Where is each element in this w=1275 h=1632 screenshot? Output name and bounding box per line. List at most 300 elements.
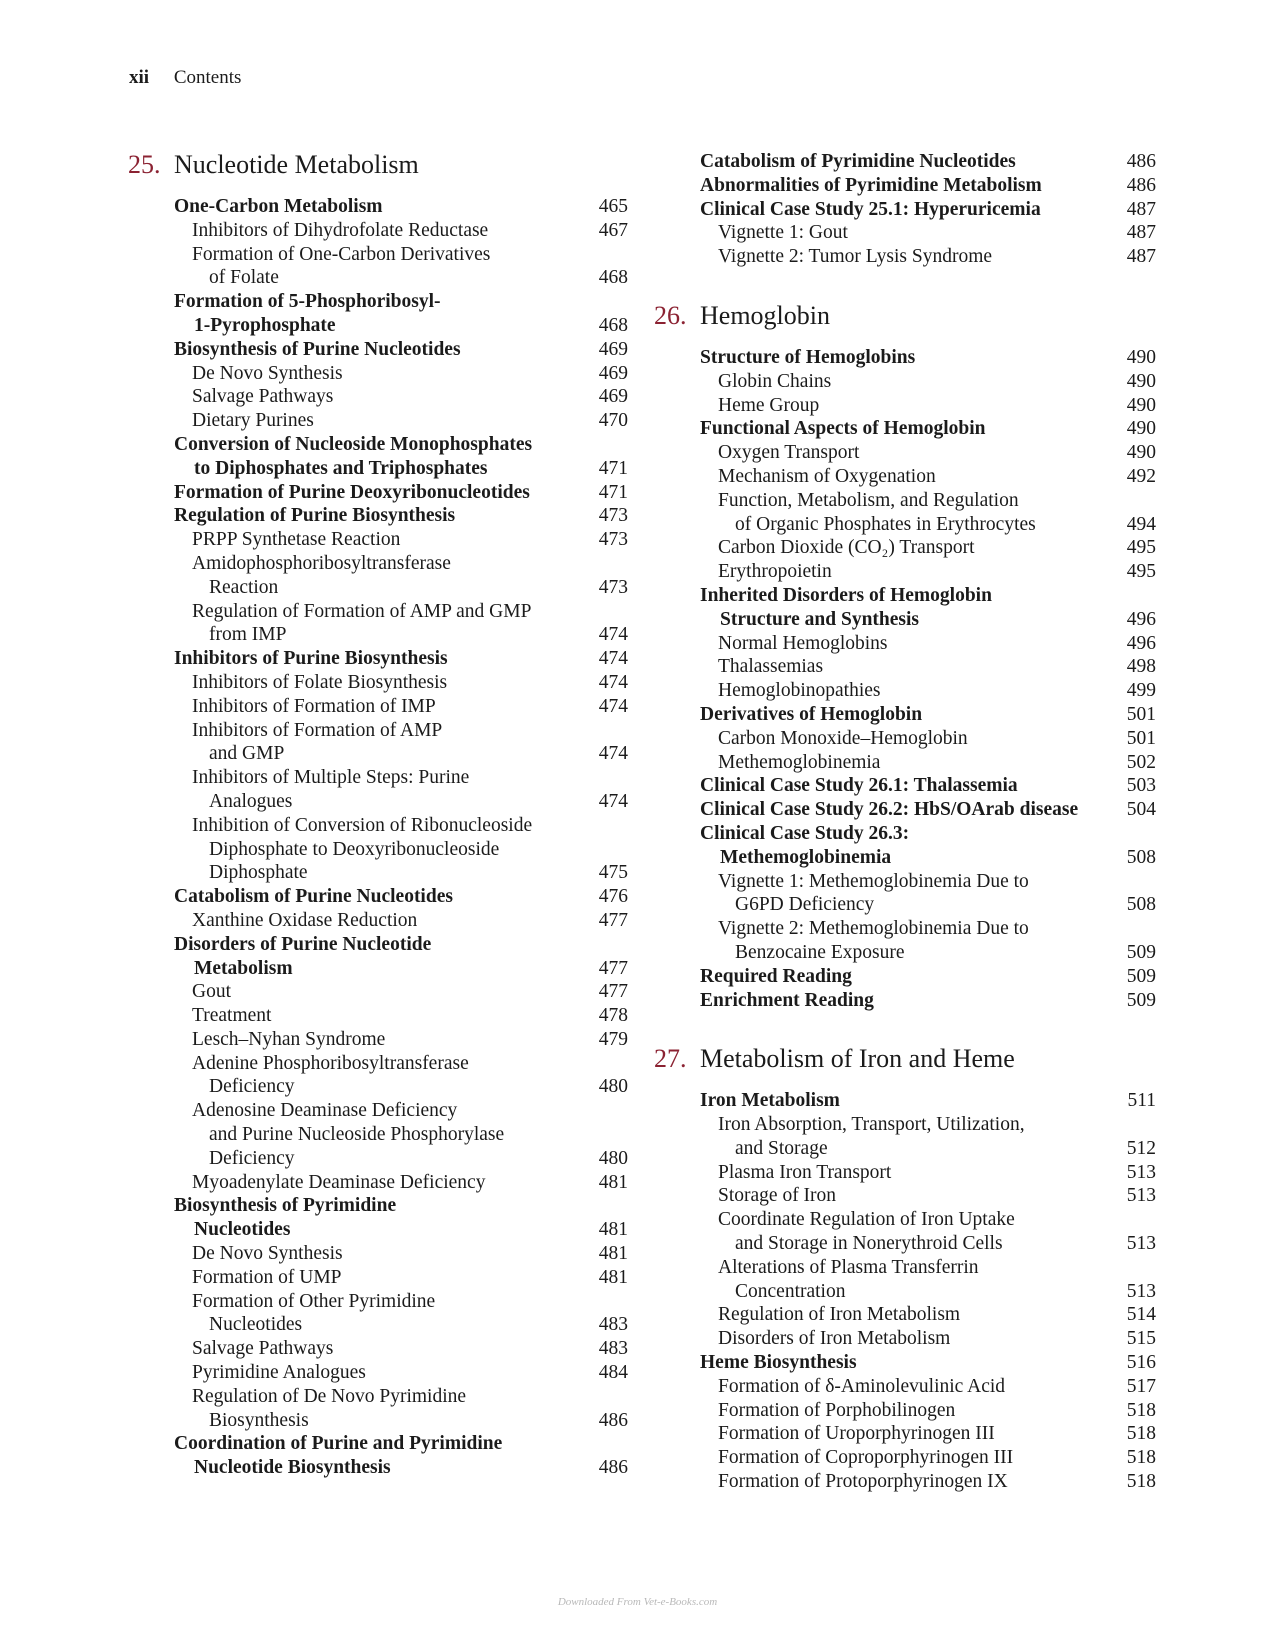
- toc-page-number: 474: [598, 671, 628, 693]
- toc-entry-title: [700, 679, 1114, 703]
- toc-entry-title: [700, 1399, 1114, 1423]
- toc-page-number: 486: [598, 1409, 628, 1431]
- toc-entry[interactable]: [700, 1446, 1156, 1470]
- toc-page-number: 474: [598, 790, 628, 812]
- toc-entry-title: [174, 671, 586, 695]
- toc-entry-line: Nucleotide Biosynthesis: [194, 1457, 391, 1479]
- toc-entry[interactable]: [700, 245, 1156, 269]
- toc-page-number: 471: [598, 457, 628, 479]
- toc-entry-line: Formation of 5-Phosphoribosyl-: [174, 291, 441, 313]
- toc-entry-line: Alterations of Plasma Transferrin: [718, 1256, 979, 1278]
- toc-entry-line: De Novo Synthesis: [192, 362, 343, 384]
- toc-entry-title: [174, 980, 586, 1004]
- toc-page-number: 513: [1126, 1233, 1156, 1255]
- toc-entry[interactable]: [174, 1099, 628, 1170]
- toc-page-number: 469: [598, 386, 628, 408]
- toc-page-number: 512: [1126, 1137, 1156, 1159]
- toc-entry-line: Formation of δ-Aminolevulinic Acid: [718, 1375, 1006, 1397]
- toc-entry[interactable]: [174, 552, 628, 600]
- toc-entry-title: [700, 1184, 1114, 1208]
- toc-entry-title: [174, 647, 586, 671]
- toc-page-number: 481: [598, 1219, 628, 1241]
- toc-entry-title: [174, 338, 586, 362]
- toc-entry[interactable]: [174, 1290, 628, 1338]
- toc-entry[interactable]: [700, 198, 1156, 222]
- toc-entry[interactable]: [700, 965, 1156, 989]
- toc-entry-title: [174, 1052, 586, 1100]
- toc-entry[interactable]: [700, 655, 1156, 679]
- toc-page-number: 508: [1126, 894, 1156, 916]
- toc-page-number: 492: [1126, 465, 1156, 487]
- toc-entry[interactable]: [700, 679, 1156, 703]
- toc-entry[interactable]: [700, 727, 1156, 751]
- chapter-number: 25.: [128, 150, 161, 179]
- toc-entry-line: Nucleotides: [209, 1314, 303, 1336]
- toc-page-number: 496: [1126, 632, 1156, 654]
- toc-entry-title: [700, 536, 1114, 560]
- toc-entry-line: Formation of Protoporphyrinogen IX: [718, 1471, 1008, 1493]
- toc-entry[interactable]: [700, 1375, 1156, 1399]
- toc-entry-title: [174, 1385, 586, 1433]
- toc-entry[interactable]: [700, 1351, 1156, 1375]
- toc-entry-line: Disorders of Iron Metabolism: [718, 1328, 951, 1350]
- toc-entry-line: Formation of One-Carbon Derivatives: [192, 243, 491, 265]
- toc-entry-line: Regulation of Formation of AMP and GMP: [192, 600, 532, 622]
- chapter-title: Metabolism of Iron and Heme: [700, 1044, 1015, 1074]
- toc-entry[interactable]: [174, 1004, 628, 1028]
- toc-entry[interactable]: [174, 195, 628, 219]
- toc-page-number: 474: [598, 695, 628, 717]
- toc-entry[interactable]: [174, 933, 628, 981]
- toc-entry-title: [174, 481, 586, 505]
- toc-entry-line: Dietary Purines: [192, 410, 314, 432]
- toc-page-number: 517: [1126, 1375, 1156, 1397]
- toc-entry-line: Deficiency: [209, 1076, 295, 1098]
- toc-entry[interactable]: [700, 1422, 1156, 1446]
- toc-entry-title: [174, 1432, 586, 1480]
- toc-entry-title: [174, 219, 586, 243]
- toc-page-number: 479: [598, 1028, 628, 1050]
- toc-entry-title: [174, 290, 586, 338]
- toc-entry-title: [700, 727, 1114, 751]
- toc-entry-line: Oxygen Transport: [718, 442, 860, 464]
- chapter-spacer: [654, 1012, 1156, 1044]
- toc-entry-title: [700, 560, 1114, 584]
- toc-entry[interactable]: [174, 1052, 628, 1100]
- chapter-spacer: [654, 269, 1156, 301]
- toc-entry-line: Hemoglobinopathies: [718, 680, 881, 702]
- toc-entry-title: [174, 1361, 586, 1385]
- toc-page-number: 518: [1126, 1447, 1156, 1469]
- toc-entry[interactable]: [174, 766, 628, 814]
- toc-entry-line: Formation of Uroporphyrinogen III: [718, 1423, 995, 1445]
- toc-entry-line: Formation of Purine Deoxyribonucleotides: [174, 481, 530, 503]
- toc-page-number: 498: [1126, 656, 1156, 678]
- toc-entry-line: Vignette 1: Gout: [718, 222, 848, 244]
- toc-entry-line: Regulation of Purine Biosynthesis: [174, 505, 456, 527]
- toc-entry-line: Lesch–Nyhan Syndrome: [192, 1028, 386, 1050]
- toc-entry-line: of Organic Phosphates in Erythrocytes: [735, 513, 1036, 535]
- toc-entry[interactable]: [700, 774, 1156, 798]
- toc-page-number: 469: [598, 362, 628, 384]
- toc-page-number: 471: [598, 481, 628, 503]
- toc-page-number: 513: [1126, 1161, 1156, 1183]
- toc-entry-line: Concentration: [735, 1280, 846, 1302]
- toc-entry-title: [174, 814, 586, 885]
- toc-page-number: 514: [1126, 1304, 1156, 1326]
- toc-entry[interactable]: [174, 1171, 628, 1195]
- toc-entry-title: [174, 1290, 586, 1338]
- toc-entry[interactable]: [700, 751, 1156, 775]
- toc-entry-title: [700, 1208, 1114, 1256]
- toc-entry[interactable]: [700, 489, 1156, 537]
- toc-entry-title: [700, 1303, 1114, 1327]
- toc-entry[interactable]: [700, 798, 1156, 822]
- toc-entry-title: [174, 1004, 586, 1028]
- toc-entry-title: [700, 965, 1114, 989]
- toc-page-number: 467: [598, 219, 628, 241]
- toc-entry-title: [700, 1422, 1114, 1446]
- toc-entry[interactable]: [174, 1385, 628, 1433]
- toc-entry[interactable]: [700, 917, 1156, 965]
- toc-entry-line: Inhibitors of Purine Biosynthesis: [174, 648, 448, 670]
- toc-page-number: 478: [598, 1005, 628, 1027]
- toc-entry[interactable]: [174, 1242, 628, 1266]
- toc-page-number: 490: [1126, 394, 1156, 416]
- toc-page-number: 490: [1126, 346, 1156, 368]
- toc-page-number: 509: [1126, 965, 1156, 987]
- toc-entry-line: Vignette 1: Methemoglobinemia Due to: [718, 870, 1029, 892]
- toc-entry-title: [700, 174, 1114, 198]
- toc-entry-line: Metabolism: [194, 957, 293, 979]
- toc-entry-line: and Storage in Nonerythroid Cells: [735, 1233, 1003, 1255]
- toc-entry[interactable]: [174, 980, 628, 1004]
- toc-entry-line: Inherited Disorders of Hemoglobin: [700, 584, 992, 606]
- toc-entry-line: to Diphosphates and Triphosphates: [194, 457, 488, 479]
- toc-page-number: 487: [1126, 198, 1156, 220]
- toc-page-number: 518: [1126, 1423, 1156, 1445]
- chapter-number: 27.: [654, 1044, 687, 1074]
- toc-entry-line: and Purine Nucleoside Phosphorylase: [209, 1124, 505, 1146]
- toc-entry[interactable]: [174, 695, 628, 719]
- toc-entry-title: [174, 1099, 586, 1170]
- toc-entry-line: Methemoglobinemia: [720, 846, 892, 868]
- toc-entry[interactable]: [700, 822, 1156, 870]
- toc-page-number: 473: [598, 505, 628, 527]
- toc-entry[interactable]: [174, 219, 628, 243]
- toc-entry-title: [700, 1113, 1114, 1161]
- toc-entry[interactable]: [700, 1113, 1156, 1161]
- toc-page-number: 518: [1126, 1471, 1156, 1493]
- toc-entry-title: [700, 370, 1114, 394]
- toc-entry[interactable]: [700, 1327, 1156, 1351]
- toc-entry[interactable]: [174, 362, 628, 386]
- toc-page-number: 477: [598, 957, 628, 979]
- toc-entry-title: [174, 195, 586, 219]
- chapter-entries: [174, 195, 628, 1480]
- toc-entry-line: One-Carbon Metabolism: [174, 196, 383, 217]
- toc-entry-title: [174, 1171, 586, 1195]
- toc-entry[interactable]: [700, 394, 1156, 418]
- toc-entry[interactable]: [174, 719, 628, 767]
- toc-entry[interactable]: [700, 1399, 1156, 1423]
- toc-entry-line: Diphosphate: [209, 862, 308, 884]
- toc-entry-line: Regulation of Iron Metabolism: [718, 1304, 961, 1326]
- toc-entry[interactable]: [700, 221, 1156, 245]
- toc-entry[interactable]: [700, 1089, 1156, 1113]
- toc-page-number: 474: [598, 624, 628, 646]
- toc-entry[interactable]: [174, 600, 628, 648]
- toc-entry-line: Structure and Synthesis: [720, 608, 920, 630]
- toc-entry[interactable]: [174, 647, 628, 671]
- toc-entry-line: 1-Pyrophosphate: [194, 314, 336, 336]
- toc-entry-line: Clinical Case Study 26.1: Thalassemia: [700, 775, 1018, 797]
- chapter-heading: [654, 1044, 1156, 1084]
- toc-entry[interactable]: [174, 243, 628, 291]
- toc-page-number: 484: [598, 1362, 628, 1384]
- toc-entry[interactable]: [174, 338, 628, 362]
- toc-entry-title: [174, 1337, 586, 1361]
- toc-entry[interactable]: [174, 409, 628, 433]
- toc-page-number: 490: [1126, 370, 1156, 392]
- toc-page-number: 474: [598, 648, 628, 670]
- page-number: xii: [129, 67, 150, 88]
- toc-entry-title: [174, 362, 586, 386]
- toc-entry[interactable]: [700, 441, 1156, 465]
- chapter-entries: [700, 1089, 1156, 1494]
- toc-entry-title: [174, 885, 586, 909]
- toc-entry[interactable]: [700, 150, 1156, 174]
- toc-entry[interactable]: [700, 346, 1156, 370]
- toc-entry-title: [174, 552, 586, 600]
- toc-page-number: 486: [1126, 174, 1156, 196]
- toc-entry-title: [174, 243, 586, 291]
- toc-entry[interactable]: [174, 433, 628, 481]
- toc-page-number: 509: [1126, 989, 1156, 1011]
- toc-entry[interactable]: [700, 703, 1156, 727]
- toc-page-number: 473: [598, 576, 628, 598]
- toc-page-number: 481: [598, 1171, 628, 1193]
- toc-entry-title: [700, 1256, 1114, 1304]
- toc-entry-line: Benzocaine Exposure: [735, 941, 905, 963]
- toc-entry-title: [700, 1351, 1114, 1375]
- toc-page-number: 518: [1126, 1399, 1156, 1421]
- toc-entry-line: Salvage Pathways: [192, 1338, 334, 1360]
- toc-entry-title: [700, 489, 1114, 537]
- toc-entry-title: [700, 822, 1114, 870]
- toc-entry-line: Abnormalities of Pyrimidine Metabolism: [700, 174, 1042, 196]
- toc-entry-title: [700, 584, 1114, 632]
- toc-entry-line: Vignette 2: Methemoglobinemia Due to: [718, 918, 1029, 940]
- toc-entry-line: Globin Chains: [718, 370, 832, 392]
- toc-entry[interactable]: [700, 1470, 1156, 1494]
- toc-entry[interactable]: [700, 1303, 1156, 1327]
- toc-page-number: 515: [1126, 1328, 1156, 1350]
- toc-entry-line: Clinical Case Study 25.1: Hyperuricemia: [700, 198, 1041, 220]
- toc-entry-line: Iron Metabolism: [700, 1090, 840, 1112]
- toc-entry[interactable]: [700, 989, 1156, 1013]
- toc-page-number: 487: [1126, 246, 1156, 268]
- toc-page-number: 486: [1126, 151, 1156, 172]
- toc-entry[interactable]: [700, 584, 1156, 632]
- toc-entry-line: Inhibitors of Formation of AMP: [192, 719, 443, 741]
- toc-page-number: 468: [598, 267, 628, 289]
- toc-entry[interactable]: [174, 885, 628, 909]
- toc-page-number: 480: [598, 1076, 628, 1098]
- toc-entry-line: Analogues: [209, 790, 293, 812]
- toc-entry-line: Treatment: [192, 1005, 272, 1027]
- toc-entry-line: Storage of Iron: [718, 1185, 837, 1207]
- toc-entry-line: Formation of Porphobilinogen: [718, 1399, 956, 1421]
- toc-entry-line: Salvage Pathways: [192, 386, 334, 408]
- toc-entry-line: Nucleotides: [194, 1219, 291, 1241]
- toc-entry[interactable]: [174, 290, 628, 338]
- toc-entry-line: Vignette 2: Tumor Lysis Syndrome: [718, 246, 993, 268]
- toc-entry[interactable]: [700, 370, 1156, 394]
- toc-entry-title: [700, 703, 1114, 727]
- toc-entry-title: [700, 917, 1114, 965]
- toc-entry-title: [700, 221, 1114, 245]
- toc-page-number: 465: [598, 196, 628, 217]
- toc-entry-title: [174, 1242, 586, 1266]
- toc-entry-title: [174, 1194, 586, 1242]
- toc-entry-line: Xanthine Oxidase Reduction: [192, 909, 418, 931]
- toc-entry-title: [700, 1089, 1114, 1113]
- toc-entry[interactable]: [700, 870, 1156, 918]
- toc-entry[interactable]: [174, 671, 628, 695]
- toc-entry-title: [700, 989, 1114, 1013]
- toc-entry-line: Carbon Dioxide (CO₂) Transport: [718, 537, 975, 559]
- toc-entry-title: [174, 695, 586, 719]
- toc-entry-line: Thalassemias: [718, 656, 824, 678]
- toc-entry-line: Conversion of Nucleoside Monophosphates: [174, 433, 533, 455]
- toc-entry-line: Iron Absorption, Transport, Utilization,: [718, 1114, 1025, 1136]
- toc-entry-line: Mechanism of Oxygenation: [718, 465, 936, 487]
- toc-entry[interactable]: [174, 504, 628, 528]
- toc-entry[interactable]: [700, 1161, 1156, 1185]
- chapter-title: Nucleotide Metabolism: [174, 150, 419, 179]
- toc-entry[interactable]: [174, 481, 628, 505]
- toc-entry-title: [700, 245, 1114, 269]
- toc-page-number: 477: [598, 909, 628, 931]
- toc-entry-title: [700, 1161, 1114, 1185]
- toc-entry-line: Inhibitors of Folate Biosynthesis: [192, 671, 448, 693]
- toc-page-number: 468: [598, 314, 628, 336]
- toc-entry[interactable]: [700, 1184, 1156, 1208]
- toc-entry[interactable]: [174, 1337, 628, 1361]
- toc-entry-line: Function, Metabolism, and Regulation: [718, 489, 1019, 511]
- toc-entry-title: [700, 655, 1114, 679]
- toc-entry[interactable]: [174, 1361, 628, 1385]
- toc-page-number: 495: [1126, 537, 1156, 559]
- toc-page-number: 480: [598, 1147, 628, 1169]
- toc-entry[interactable]: [700, 1256, 1156, 1304]
- toc-entry-title: [700, 465, 1114, 489]
- toc-page-number: 473: [598, 529, 628, 551]
- toc-entry-title: [700, 417, 1114, 441]
- toc-page-number: 496: [1126, 608, 1156, 630]
- toc-right-column: [654, 150, 1156, 1494]
- toc-entry[interactable]: [174, 1194, 628, 1242]
- toc-entry-line: Regulation of De Novo Pyrimidine: [192, 1385, 467, 1407]
- watermark: Downloaded From Vet-e-Books.com: [557, 1596, 718, 1608]
- toc-entry[interactable]: [700, 560, 1156, 584]
- toc-entry[interactable]: [700, 465, 1156, 489]
- toc-page-number: 469: [598, 338, 628, 360]
- toc-entry[interactable]: [174, 1432, 628, 1480]
- toc-page-number: 487: [1126, 222, 1156, 244]
- toc-entry-title: [700, 1446, 1114, 1470]
- chapter-entries: [700, 150, 1156, 269]
- toc-entry-title: [174, 719, 586, 767]
- toc-entry-line: Catabolism of Pyrimidine Nucleotides: [700, 151, 1016, 172]
- toc-entry-title: [174, 433, 586, 481]
- chapter-entries: [700, 346, 1156, 1012]
- toc-entry-line: Inhibitors of Multiple Steps: Purine: [192, 767, 470, 789]
- toc-entry-line: Functional Aspects of Hemoglobin: [700, 418, 986, 440]
- toc-entry[interactable]: [174, 814, 628, 885]
- toc-page-number: 490: [1126, 418, 1156, 440]
- toc-entry-line: Biosynthesis of Pyrimidine: [174, 1195, 397, 1217]
- toc-entry-line: Methemoglobinemia: [718, 751, 881, 773]
- toc-page-number: 513: [1126, 1185, 1156, 1207]
- chapter-heading: [654, 301, 1156, 341]
- toc-entry-title: [700, 441, 1114, 465]
- toc-page-number: 486: [598, 1457, 628, 1479]
- toc-entry-line: Required Reading: [700, 965, 852, 987]
- toc-entry[interactable]: [700, 417, 1156, 441]
- toc-page-number: 516: [1126, 1352, 1156, 1374]
- toc-entry-title: [700, 632, 1114, 656]
- toc-entry-title: [174, 909, 586, 933]
- toc-entry-line: Adenosine Deaminase Deficiency: [192, 1100, 458, 1122]
- toc-entry-title: [700, 751, 1114, 775]
- toc-entry-line: and GMP: [209, 743, 285, 765]
- toc-entry-line: Heme Group: [718, 394, 820, 416]
- toc-entry-line: Deficiency: [209, 1147, 295, 1169]
- toc-page-number: 501: [1126, 727, 1156, 749]
- toc-entry[interactable]: [174, 385, 628, 409]
- toc-entry-line: Amidophosphoribosyltransferase: [192, 552, 451, 574]
- toc-entry-title: [700, 774, 1114, 798]
- toc-entry-line: Clinical Case Study 26.2: HbS/OArab disease: [700, 799, 1079, 821]
- toc-entry-line: G6PD Deficiency: [735, 894, 875, 916]
- toc-entry-line: Reaction: [209, 576, 279, 598]
- toc-entry[interactable]: [174, 909, 628, 933]
- toc-page-number: 481: [598, 1266, 628, 1288]
- toc-entry[interactable]: [700, 1208, 1156, 1256]
- toc-entry-line: Catabolism of Purine Nucleotides: [174, 886, 453, 908]
- toc-entry-line: Structure of Hemoglobins: [700, 346, 916, 368]
- toc-entry-line: De Novo Synthesis: [192, 1243, 343, 1265]
- toc-entry[interactable]: [700, 174, 1156, 198]
- toc-entry-line: Disorders of Purine Nucleotide: [174, 933, 432, 955]
- toc-entry-line: Clinical Case Study 26.3:: [700, 822, 910, 844]
- toc-entry[interactable]: [174, 1266, 628, 1290]
- toc-entry[interactable]: [700, 536, 1156, 560]
- toc-page-number: 470: [598, 410, 628, 432]
- toc-entry-line: Coordinate Regulation of Iron Uptake: [718, 1209, 1015, 1231]
- toc-entry-line: Formation of Other Pyrimidine: [192, 1290, 436, 1312]
- toc-entry[interactable]: [174, 528, 628, 552]
- toc-entry[interactable]: [700, 632, 1156, 656]
- toc-entry-title: [700, 1470, 1114, 1494]
- toc-entry[interactable]: [174, 1028, 628, 1052]
- toc-entry-line: Heme Biosynthesis: [700, 1352, 857, 1374]
- toc-page-number: 513: [1126, 1280, 1156, 1302]
- toc-page-number: 483: [598, 1314, 628, 1336]
- toc-entry-line: Pyrimidine Analogues: [192, 1362, 366, 1384]
